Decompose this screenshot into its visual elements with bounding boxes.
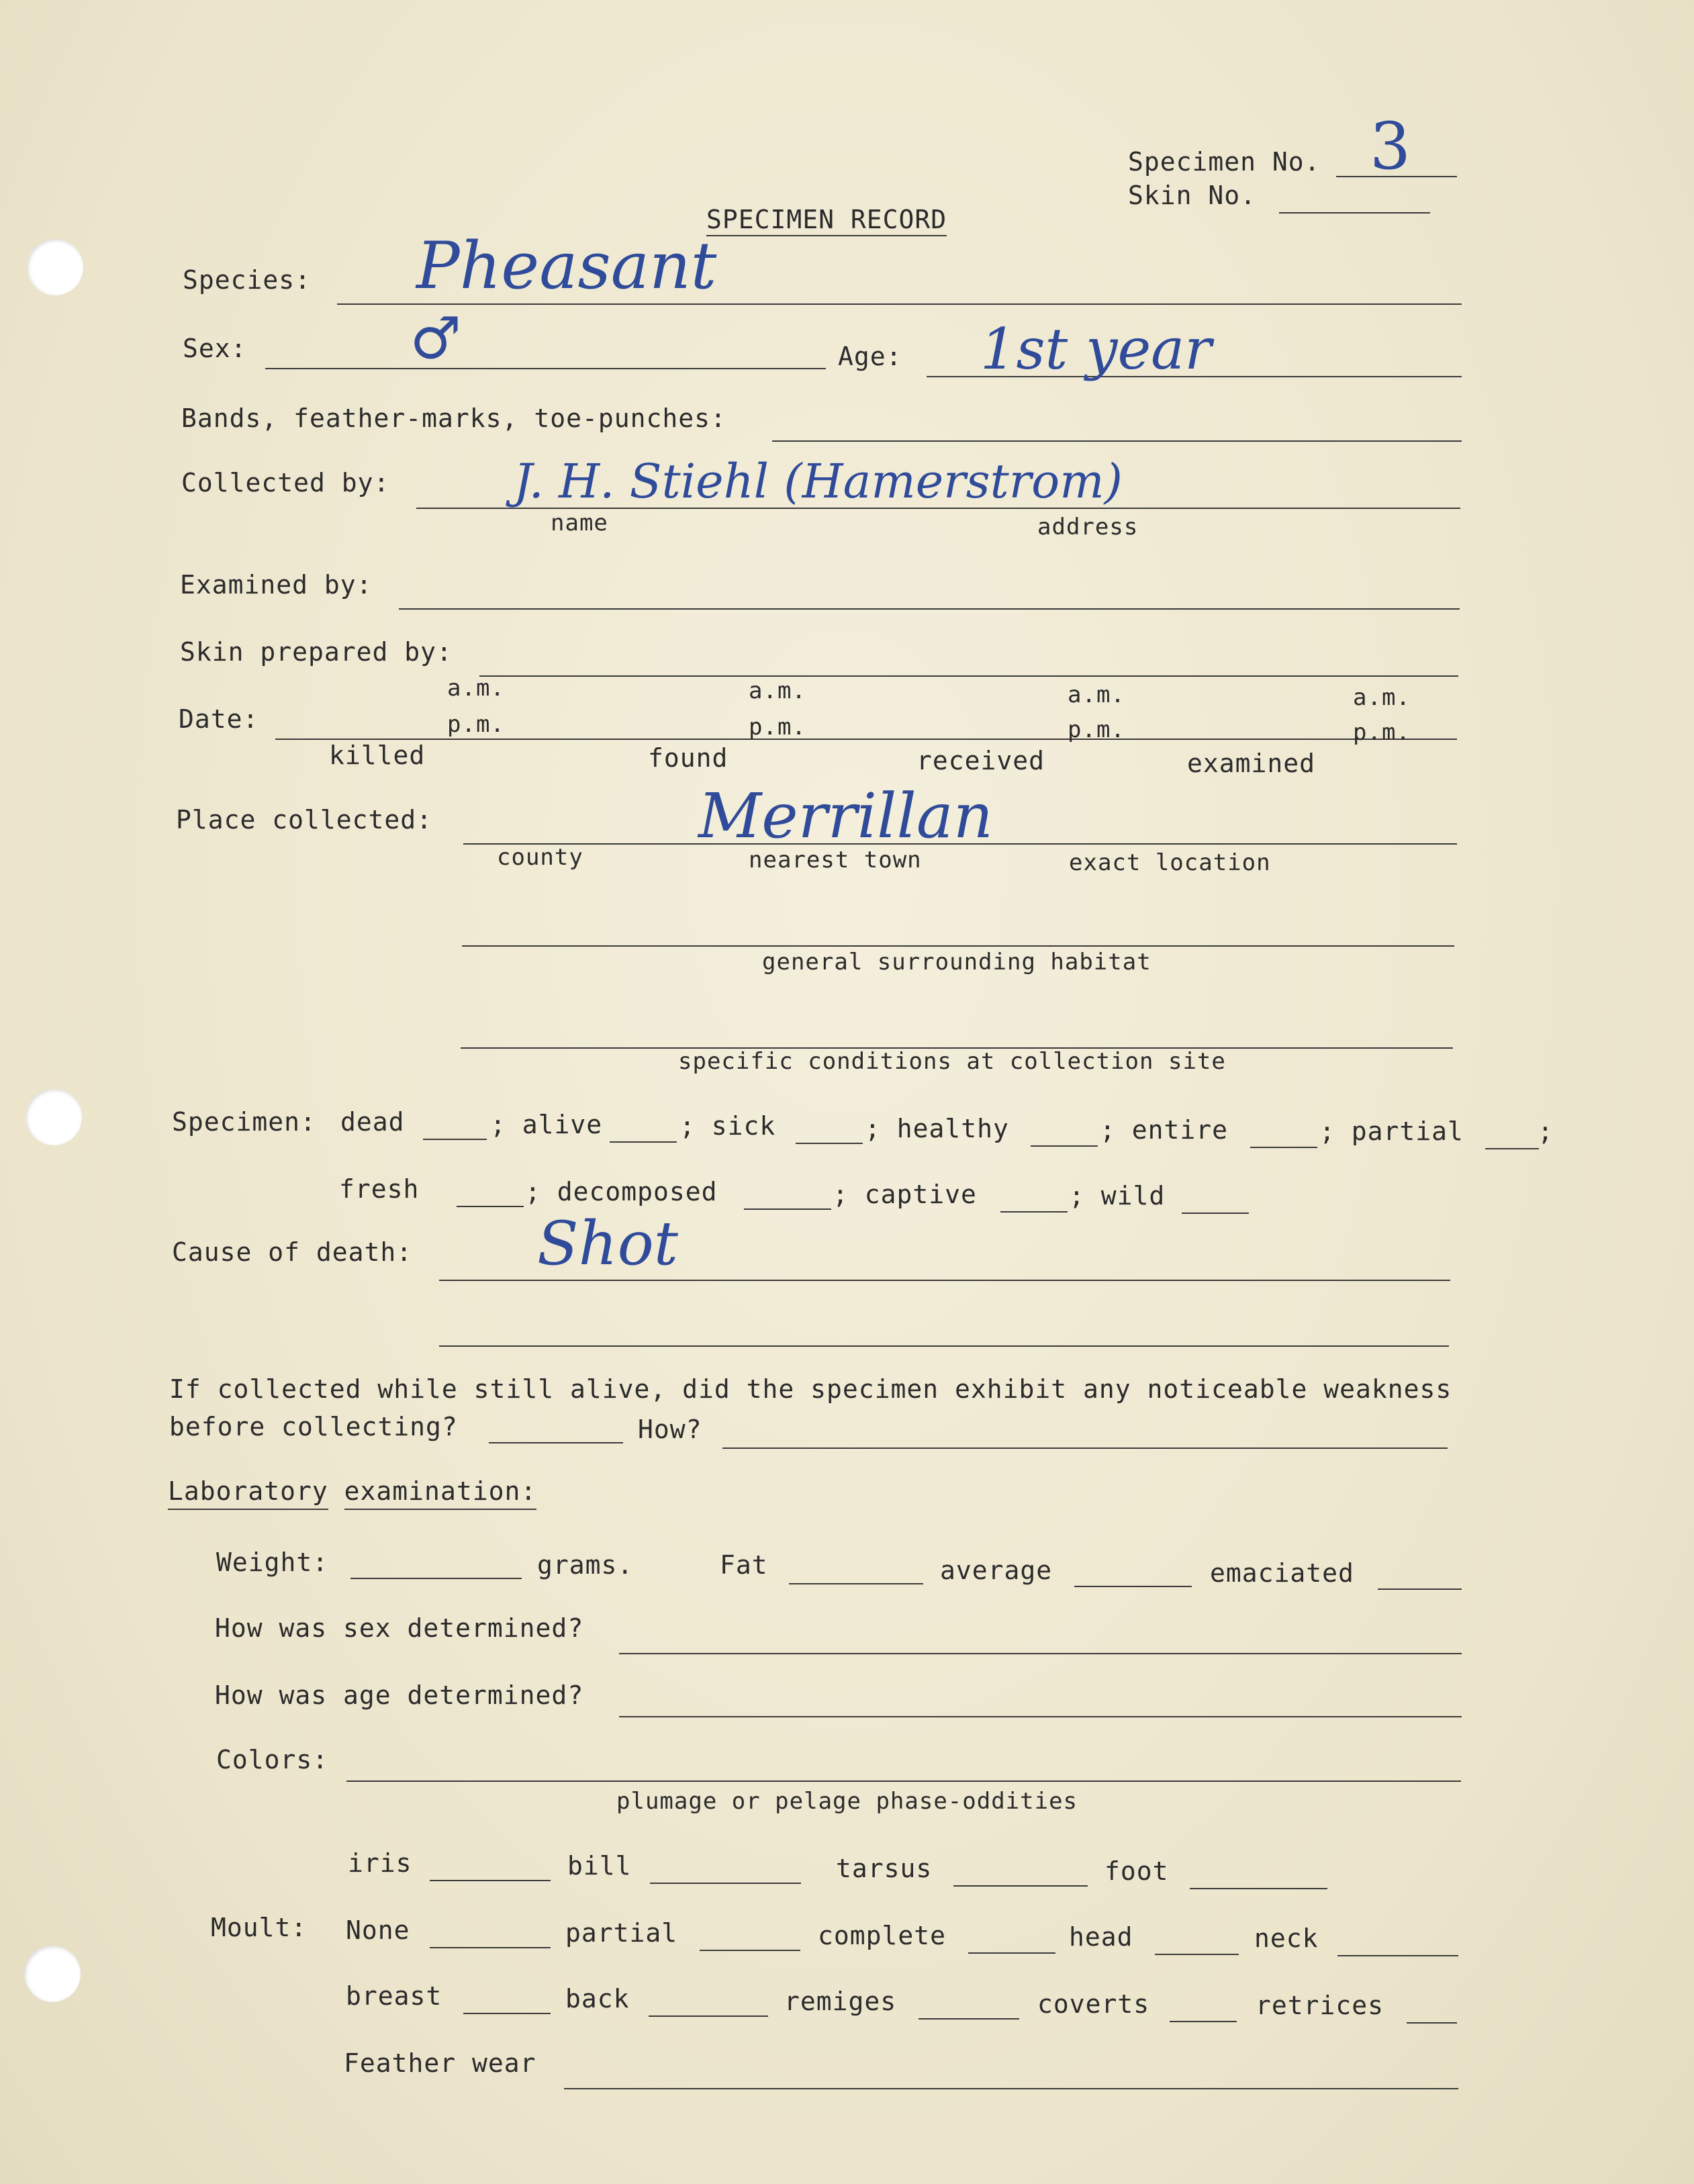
received-am: a.m. (1068, 681, 1125, 708)
weakness-question-line1: If collected while still alive, did the specimen exhibit any noticeable weakness (169, 1374, 1452, 1404)
weight-label: Weight: (216, 1548, 329, 1577)
sex-determined-question: How was sex determined? (215, 1613, 584, 1643)
emaciated-label: emaciated (1210, 1558, 1354, 1588)
foot-line (1190, 1888, 1327, 1889)
moult-retrices-line (1407, 2022, 1457, 2024)
sex-value: ♂ (410, 305, 462, 373)
date-found-caption: found (648, 743, 728, 773)
moult-retrices-label: retrices (1256, 1991, 1384, 2020)
species-label: Species: (183, 265, 312, 295)
examined-by-line (399, 608, 1460, 610)
specimen-fresh: fresh (339, 1174, 420, 1204)
average-line (1074, 1586, 1192, 1587)
collected-by-address-caption: address (1037, 514, 1139, 540)
specimen-dead-line (423, 1139, 487, 1140)
moult-head-label: head (1069, 1922, 1133, 1952)
age-label: Age: (838, 342, 902, 371)
feather-wear-line (564, 2088, 1458, 2089)
grams-label: grams. (537, 1550, 634, 1580)
species-line (337, 303, 1462, 305)
date-label: Date: (179, 704, 259, 734)
feather-wear-label: Feather wear (344, 2048, 536, 2078)
lab-title-b: examination: (344, 1476, 537, 1510)
cause-of-death-label: Cause of death: (172, 1237, 413, 1267)
specimen-label: Specimen: (172, 1107, 316, 1137)
foot-label: foot (1104, 1856, 1169, 1886)
specimen-entire-line (1250, 1147, 1317, 1148)
specimen-fresh-line (457, 1206, 524, 1207)
specimen-partial: ; partial (1319, 1117, 1464, 1146)
moult-none-label: None (346, 1915, 410, 1945)
place-county-caption: county (497, 844, 583, 871)
bill-line (650, 1883, 801, 1884)
lab-title-a: Laboratory (168, 1476, 328, 1510)
specimen-dead: dead (340, 1107, 405, 1137)
moult-label: Moult: (211, 1913, 308, 1942)
conditions-caption: specific conditions at collection site (678, 1048, 1226, 1075)
place-collected-value: Merrillan (698, 780, 993, 852)
fat-line (789, 1583, 923, 1584)
moult-complete-line (968, 1952, 1055, 1954)
found-pm: p.m. (749, 714, 806, 741)
age-value: 1st year (980, 316, 1212, 382)
moult-remiges-label: remiges (784, 1987, 897, 2016)
killed-pm: p.m. (447, 711, 505, 738)
average-label: average (940, 1556, 1053, 1585)
sex-determined-line (619, 1653, 1462, 1654)
colors-label: Colors: (216, 1745, 329, 1774)
moult-coverts-label: coverts (1037, 1989, 1150, 2019)
specimen-entire: ; entire (1100, 1115, 1229, 1145)
skin-prepared-by-label: Skin prepared by: (180, 637, 453, 667)
specimen-decomposed: ; decomposed (525, 1177, 718, 1206)
moult-back-label: back (565, 1984, 630, 2013)
specimen-no-label: Specimen No. (1128, 147, 1321, 177)
age-determined-line (619, 1716, 1462, 1717)
specimen-sick-line (796, 1143, 863, 1144)
moult-neck-label: neck (1254, 1924, 1319, 1953)
cause-of-death-value: Shot (537, 1208, 678, 1279)
bands-line (772, 440, 1462, 442)
moult-remiges-line (919, 2018, 1019, 2020)
punch-hole-middle (26, 1089, 82, 1145)
habitat-line (462, 945, 1454, 947)
place-nearest-town-caption: nearest town (749, 847, 922, 873)
moult-back-line (649, 2015, 768, 2017)
skin-no-label: Skin No. (1128, 181, 1257, 210)
specimen-decomposed-line (744, 1208, 831, 1210)
sex-label: Sex: (183, 334, 247, 363)
date-received-caption: received (916, 746, 1045, 775)
place-exact-location-caption: exact location (1069, 849, 1271, 876)
collected-by-name-caption: name (551, 510, 608, 536)
specimen-wild-line (1182, 1213, 1249, 1214)
specimen-healthy: ; healthy (865, 1114, 1009, 1143)
date-line (275, 739, 1457, 740)
specimen-captive-line (1000, 1211, 1068, 1213)
received-pm: p.m. (1068, 716, 1125, 743)
cause-of-death-line (439, 1280, 1450, 1281)
weakness-answer-line (489, 1442, 623, 1443)
plumage-caption: plumage or pelage phase-oddities (616, 1788, 1078, 1815)
date-killed-caption: killed (329, 741, 426, 770)
specimen-sick: ; sick (679, 1111, 776, 1141)
collected-by-value: J. H. Stiehl (Hamerstrom) (514, 454, 1123, 509)
examined-pm: p.m. (1353, 719, 1411, 746)
bands-label: Bands, feather-marks, toe-punches: (181, 403, 726, 433)
iris-line (430, 1880, 551, 1881)
age-determined-question: How was age determined? (215, 1680, 584, 1710)
iris-label: iris (348, 1848, 412, 1878)
found-am: a.m. (749, 677, 806, 704)
collected-by-label: Collected by: (181, 468, 390, 497)
place-collected-label: Place collected: (176, 805, 433, 835)
weight-line (350, 1578, 522, 1579)
skin-no-line (1279, 212, 1430, 213)
examined-by-label: Examined by: (180, 570, 373, 600)
colors-line (346, 1781, 1461, 1782)
weakness-how-label: How? (638, 1415, 702, 1444)
punch-hole-top (27, 239, 83, 295)
moult-none-line (430, 1947, 551, 1948)
specimen-alive: ; alive (490, 1110, 603, 1139)
specimen-no-value: 3 (1370, 109, 1411, 184)
habitat-caption: general surrounding habitat (762, 949, 1151, 976)
specimen-end: ; (1538, 1117, 1554, 1146)
specimen-healthy-line (1031, 1145, 1098, 1147)
specimen-wild: ; wild (1069, 1181, 1166, 1210)
fat-label: Fat (720, 1550, 768, 1580)
skin-prepared-by-line (479, 675, 1458, 677)
moult-breast-line (463, 2013, 551, 2014)
species-value: Pheasant (416, 228, 717, 303)
moult-partial-line (700, 1950, 800, 1951)
specimen-captive: ; captive (833, 1180, 977, 1209)
killed-am: a.m. (447, 675, 505, 702)
date-examined-caption: examined (1187, 749, 1316, 778)
tarsus-label: tarsus (836, 1854, 933, 1883)
moult-neck-line (1337, 1955, 1458, 1956)
specimen-alive-line (610, 1141, 677, 1143)
examined-am: a.m. (1353, 684, 1411, 711)
sex-line (265, 368, 826, 369)
weakness-question-line2: before collecting? (169, 1412, 458, 1441)
emaciated-line (1378, 1588, 1462, 1590)
moult-complete-label: complete (818, 1921, 947, 1950)
specimen-partial-line (1485, 1148, 1539, 1149)
page-title: SPECIMEN RECORD (706, 207, 947, 236)
punch-hole-bottom (24, 1946, 81, 2002)
moult-breast-label: breast (346, 1981, 442, 2011)
moult-coverts-line (1170, 2021, 1237, 2022)
weakness-how-line (722, 1447, 1448, 1449)
moult-head-line (1155, 1954, 1239, 1955)
moult-partial-label: partial (565, 1918, 678, 1948)
tarsus-line (953, 1885, 1088, 1887)
bill-label: bill (567, 1851, 632, 1881)
cause-of-death-line-2 (439, 1345, 1449, 1347)
lab-title (168, 1478, 536, 1504)
